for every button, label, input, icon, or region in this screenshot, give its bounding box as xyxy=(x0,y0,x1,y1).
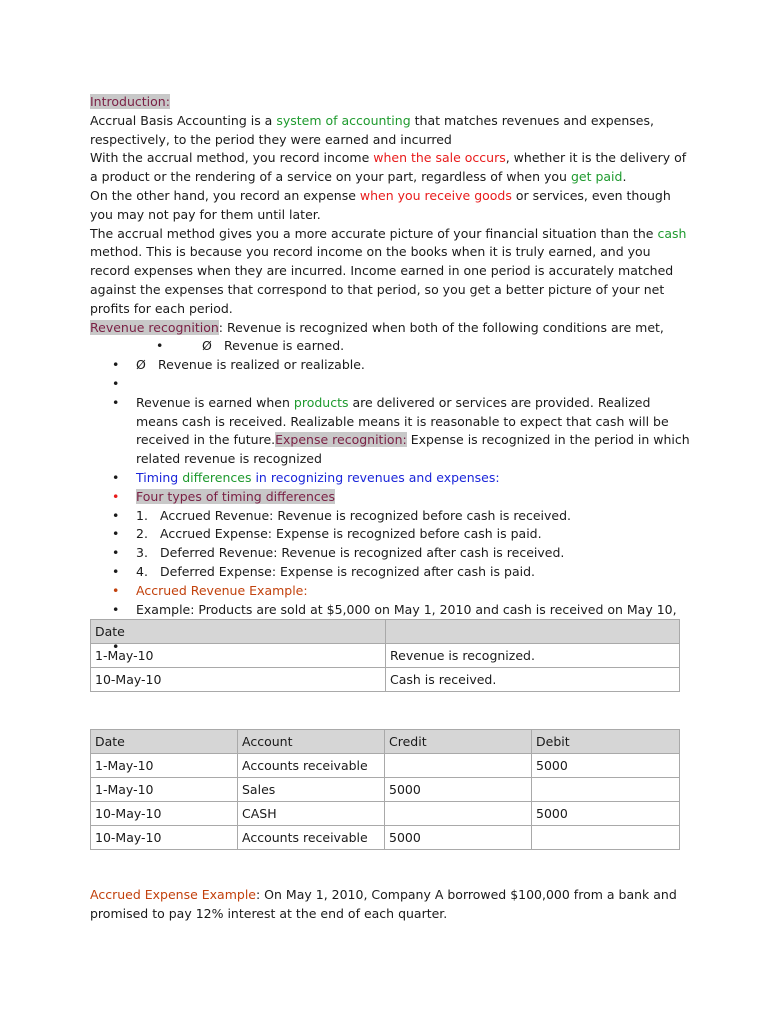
arrow-bullet-icon: Ø xyxy=(136,357,146,373)
table-header-cell: Credit xyxy=(385,730,532,754)
revenue-recognition-label: Revenue recognition xyxy=(90,319,219,335)
bullet-list xyxy=(90,337,690,657)
table-cell: 5000 xyxy=(385,778,532,802)
text-run: . xyxy=(622,169,627,185)
table-cell: Accounts receivable xyxy=(238,754,385,778)
list-item xyxy=(90,544,690,563)
text-run: With the accrual method, you record income xyxy=(90,150,374,166)
system-of-accounting-link[interactable]: system of accounting xyxy=(276,112,411,128)
intro-label: Introduction: xyxy=(90,94,170,109)
intro-paragraph-4 xyxy=(90,225,690,319)
table-cell: 5000 xyxy=(532,754,680,778)
table-cell: Sales xyxy=(238,778,385,802)
intro-paragraph-1 xyxy=(90,112,690,150)
table-row xyxy=(91,826,680,850)
list-item-empty xyxy=(90,375,690,394)
table-row xyxy=(91,802,680,826)
text-run: that matches revenues and expenses, respectively, to the period they were earned and incurred xyxy=(90,112,654,147)
table-header-cell: Date xyxy=(91,620,386,644)
table-row xyxy=(91,754,680,778)
list-item xyxy=(90,525,690,544)
table-cell xyxy=(532,826,680,850)
highlight-red: when the sale occurs xyxy=(373,150,506,166)
highlight-green: differences xyxy=(182,469,252,485)
revenue-recognition-paragraph xyxy=(90,319,690,338)
text-run: : Revenue is recognized when both of the following conditions are met, xyxy=(218,319,664,335)
table-cell: 10-May-10 xyxy=(91,668,386,692)
table-header-cell: Date xyxy=(91,730,238,754)
list-item xyxy=(90,356,690,375)
text-run: Timing xyxy=(136,469,183,485)
table-cell: 1-May-10 xyxy=(91,644,386,668)
item-text: Accrued Revenue: Revenue is recognized before cash is received. xyxy=(160,507,571,523)
table-cell: 10-May-10 xyxy=(91,826,238,850)
table-cell: 1-May-10 xyxy=(91,754,238,778)
list-item xyxy=(90,469,690,488)
table-row xyxy=(91,778,680,802)
list-item xyxy=(90,582,690,601)
table-header-row xyxy=(91,620,680,644)
highlight-red: when you receive goods xyxy=(359,187,512,203)
table-header-cell: Debit xyxy=(532,730,680,754)
expense-recognition-label: Expense recognition: xyxy=(275,432,407,448)
item-number: 4. xyxy=(136,563,148,579)
table-header-cell xyxy=(386,620,680,644)
item-number: 1. xyxy=(136,507,148,523)
table-row xyxy=(91,668,680,692)
item-number: 2. xyxy=(136,526,148,542)
table-cell: Accounts receivable xyxy=(238,826,385,850)
text-run: or services, even though you may not pay for them until later. xyxy=(90,187,671,222)
list-item xyxy=(90,563,690,582)
text-run: Expense is recognized in the period in which related revenue is recognized xyxy=(136,432,690,467)
intro-heading xyxy=(90,93,690,112)
accrued-revenue-example-heading: Accrued Revenue Example: xyxy=(136,582,308,598)
item-number: 3. xyxy=(136,545,148,561)
table-cell: Cash is received. xyxy=(386,668,680,692)
text-run: : On May 1, 2010, Company A borrowed $100,000 from a bank and promised to pay 12% interest at the end of each quarter. xyxy=(90,887,677,921)
table-cell xyxy=(385,802,532,826)
revenue-timeline-table xyxy=(90,619,680,692)
table-cell xyxy=(385,754,532,778)
text-run: in recognizing revenues and expenses: xyxy=(251,469,500,485)
list-item xyxy=(90,507,690,526)
table-header-row xyxy=(91,730,680,754)
text-run: , whether it is the delivery of a product or the rendering of a service on your part, regardless of when you xyxy=(90,150,687,185)
highlight-green: cash xyxy=(657,225,687,241)
text-run: On the other hand, you record an expense xyxy=(90,187,360,203)
text-run: are delivered or services are provided. Realized means cash is received. Realizable means it is reasonable to expect that cash will be received in the future. xyxy=(136,394,669,448)
table-row xyxy=(91,644,680,668)
example-text: Example: Products are sold at $5,000 on May 1, 2010 and cash is received on May 10, xyxy=(136,601,677,617)
table-cell: CASH xyxy=(238,802,385,826)
accrued-expense-label: Accrued Expense Example xyxy=(90,887,256,902)
list-item xyxy=(90,394,690,469)
table-cell: Revenue is recognized. xyxy=(386,644,680,668)
list-item xyxy=(90,488,690,507)
item-text: Deferred Expense: Expense is recognized after cash is paid. xyxy=(160,563,535,579)
item-text: Deferred Revenue: Revenue is recognized after cash is received. xyxy=(160,545,565,561)
list-item xyxy=(90,337,690,356)
arrow-bullet-icon: Ø xyxy=(202,338,212,354)
table-cell: 5000 xyxy=(532,802,680,826)
item-text: Accrued Expense: Expense is recognized before cash is paid. xyxy=(160,526,542,542)
journal-entries-table xyxy=(90,729,680,850)
table-cell xyxy=(532,778,680,802)
condition-text: Revenue is earned. xyxy=(224,338,345,354)
condition-text: Revenue is realized or realizable. xyxy=(158,357,365,373)
text-run: Revenue is earned when xyxy=(136,394,294,410)
intro-paragraph-3 xyxy=(90,187,690,225)
text-run: The accrual method gives you a more accurate picture of your financial situation than the xyxy=(90,225,658,241)
highlight-green: get paid xyxy=(570,169,623,185)
four-types-heading: Four types of timing differences xyxy=(136,488,335,504)
text-run: method. This is because you record income on the books when it is truly earned, and you record expenses when they are incurred. Income earned in one period is accurately matched against the expenses that correspond to that period, so you get a better picture of your net profits for each period. xyxy=(90,244,674,316)
document-body xyxy=(90,93,690,657)
text-run: Accrual Basis Accounting is a xyxy=(90,112,277,128)
table-header-cell: Account xyxy=(238,730,385,754)
table-cell: 5000 xyxy=(385,826,532,850)
table-cell: 10-May-10 xyxy=(91,802,238,826)
intro-paragraph-2 xyxy=(90,149,690,187)
highlight-green: products xyxy=(293,394,349,410)
accrued-expense-paragraph xyxy=(90,886,690,924)
table-cell: 1-May-10 xyxy=(91,778,238,802)
